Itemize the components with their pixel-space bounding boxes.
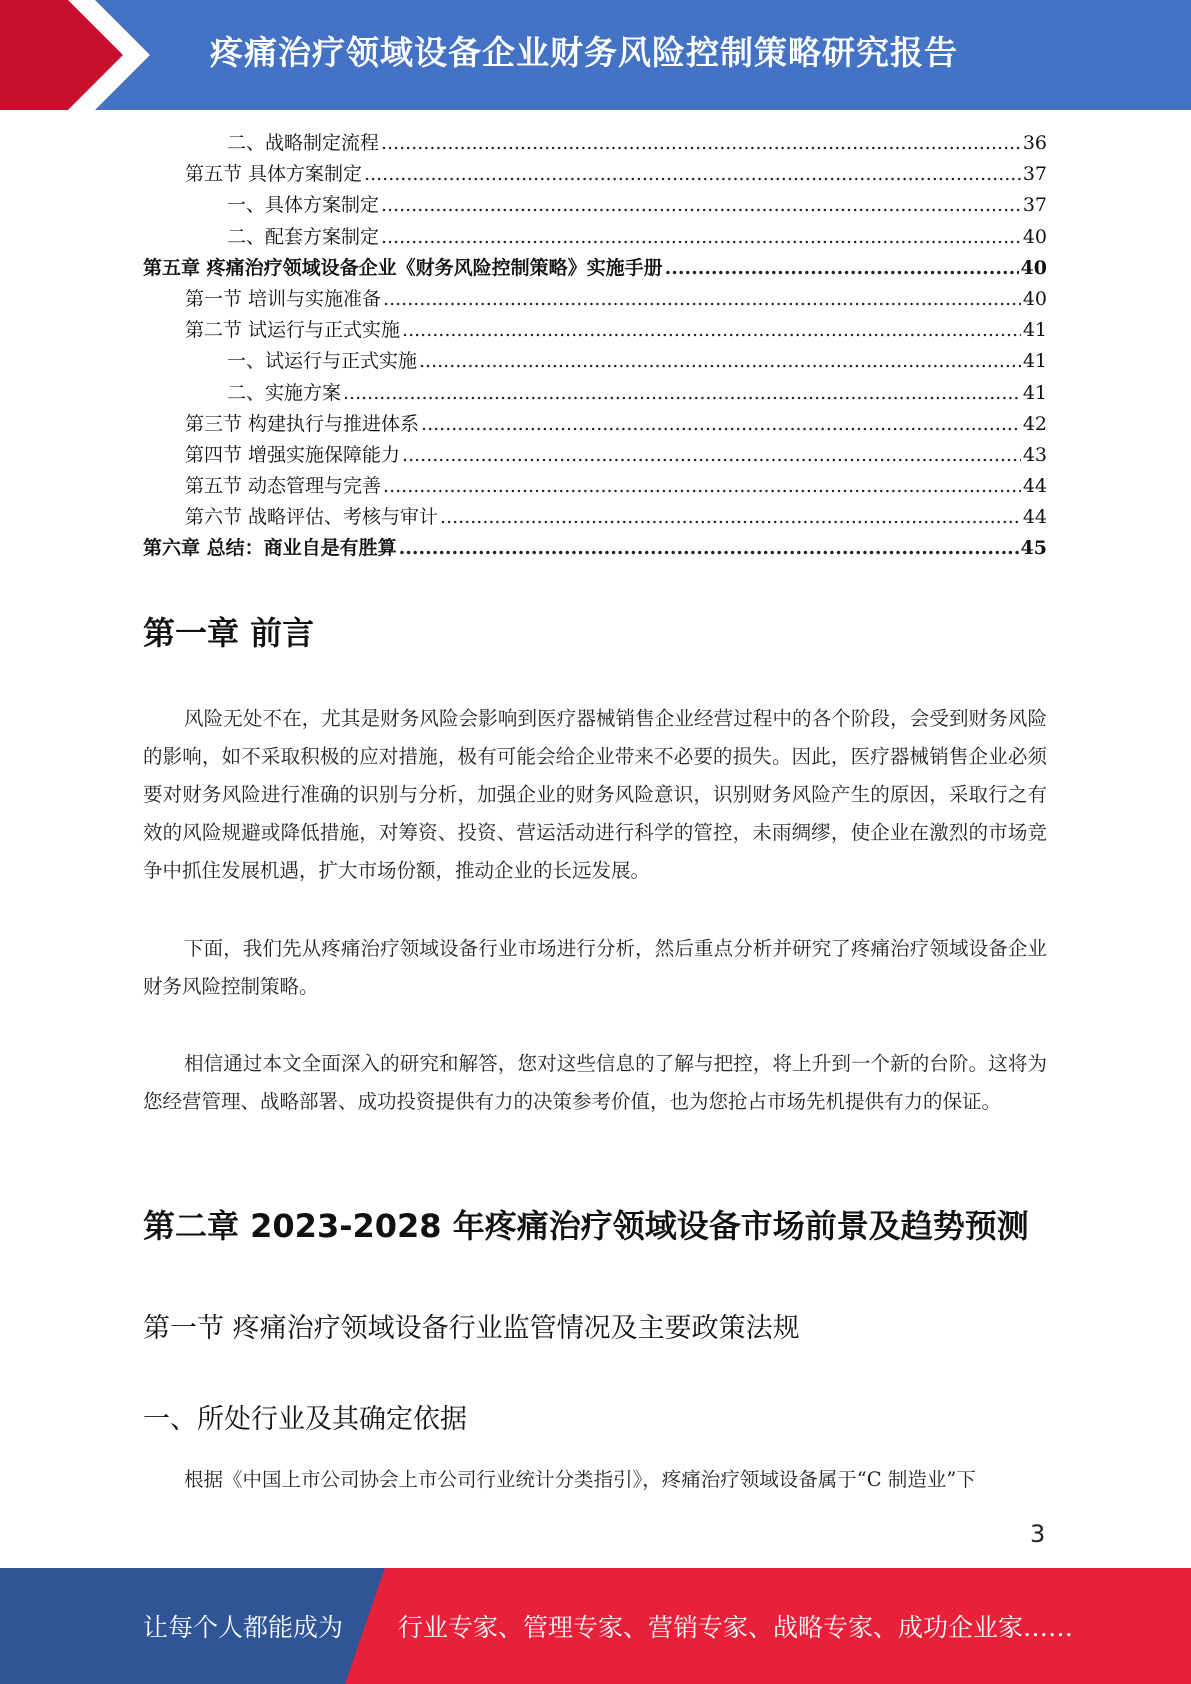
- toc-entry-page: 40: [1020, 256, 1047, 279]
- toc-entry[interactable]: [143, 471, 1047, 502]
- toc-leader-dots: [419, 346, 1021, 377]
- toc-entry-title: 第一节 培训与实施准备: [185, 287, 382, 310]
- toc-entry-title: 第二节 试运行与正式实施: [185, 319, 401, 342]
- chapter1-paragraph-2: 下面，我们先从疼痛治疗领域设备行业市场进行分析，然后重点分析并研究了疼痛治疗领域设备企业财务风险控制策略。: [143, 937, 1047, 998]
- section-heading: 第一节 疼痛治疗领域设备行业监管情况及主要政策法规: [143, 1313, 800, 1344]
- toc-entry-page: 42: [1022, 412, 1047, 435]
- toc-entry-title: 第六节 战略评估、考核与审计: [185, 506, 439, 529]
- toc-entry-title: 二、实施方案: [227, 381, 342, 404]
- toc-entry[interactable]: [143, 128, 1047, 159]
- chapter1-heading: 第一章 前言: [143, 614, 315, 652]
- toc-leader-dots: [402, 440, 1021, 471]
- footer-slogan-left: 让每个人都能成为: [143, 1613, 344, 1642]
- toc-entry-page: 43: [1022, 443, 1047, 466]
- toc-leader-dots: [421, 409, 1021, 440]
- chapter2-heading: 第二章 2023-2028 年疼痛治疗领域设备市场前景及趋势预测: [143, 1207, 1029, 1245]
- toc-entry-page: 44: [1022, 506, 1047, 529]
- toc-entry-page: 40: [1022, 287, 1047, 310]
- footer-slogan-right: 行业专家、管理专家、营销专家、战略专家、成功企业家……: [398, 1613, 1074, 1642]
- toc-entry[interactable]: [143, 253, 1047, 284]
- toc-entry-title: 第五节 具体方案制定: [185, 163, 363, 186]
- toc-leader-dots: [383, 284, 1021, 315]
- chapter1-paragraph-3: 相信通过本文全面深入的研究和解答，您对这些信息的了解与把控，将上升到一个新的台阶。这将为您经营管理、战略部署、成功投资提供有力的决策参考价值，也为您抢占市场先机提供有力的保证。: [143, 1052, 1047, 1113]
- toc-entry[interactable]: [143, 222, 1047, 253]
- toc-entry-title: 一、试运行与正式实施: [227, 350, 418, 373]
- toc-entry[interactable]: [143, 346, 1047, 377]
- toc-entry[interactable]: [143, 378, 1047, 409]
- toc-entry[interactable]: [143, 190, 1047, 221]
- toc-entry[interactable]: [143, 533, 1047, 564]
- toc-leader-dots: [381, 222, 1021, 253]
- toc-leader-dots: [364, 159, 1021, 190]
- chapter2-paragraph: 根据《中国上市公司协会上市公司行业统计分类指引》，疼痛治疗领域设备属于“C 制造业”下: [184, 1468, 976, 1491]
- toc-leader-dots: [383, 471, 1021, 502]
- table-of-contents: [143, 128, 1047, 565]
- toc-entry-page: 37: [1022, 163, 1047, 186]
- toc-entry-page: 41: [1022, 381, 1047, 404]
- toc-entry[interactable]: [143, 502, 1047, 533]
- chapter1-paragraph-1: 风险无处不在，尤其是财务风险会影响到医疗器械销售企业经营过程中的各个阶段，会受到财务风险的影响，如不采取积极的应对措施，极有可能会给企业带来不必要的损失。因此，医疗器械销售企业必须要对财务风险进行准确的识别与分析，加强企业的财务风险意识，识别财务风险产生的原因，采取行之有效的风险规避或降低措施，对筹资、投资、营运活动进行科学的管控，未雨绸缪，使企业在激烈的市场竞争中抓住发展机遇，扩大市场份额，推动企业的长远发展。: [143, 707, 1047, 882]
- toc-entry[interactable]: [143, 409, 1047, 440]
- toc-entry[interactable]: [143, 159, 1047, 190]
- toc-entry-page: 40: [1022, 225, 1047, 248]
- toc-entry-title: 二、配套方案制定: [227, 225, 380, 248]
- toc-entry-title: 第五节 动态管理与完善: [185, 475, 382, 498]
- toc-entry-title: 第六章 总结：商业自是有胜算: [143, 537, 397, 560]
- toc-entry-page: 41: [1022, 319, 1047, 342]
- toc-leader-dots: [665, 253, 1019, 284]
- toc-entry-page: 41: [1022, 350, 1047, 373]
- toc-entry[interactable]: [143, 440, 1047, 471]
- toc-leader-dots: [440, 502, 1021, 533]
- page-number: 3: [1030, 1520, 1046, 1548]
- page-footer: [0, 1568, 1191, 1684]
- report-title: 疼痛治疗领域设备企业财务风险控制策略研究报告: [210, 33, 958, 72]
- toc-leader-dots: [399, 533, 1019, 564]
- subsection-heading: 一、所处行业及其确定依据: [143, 1404, 467, 1435]
- page-header: [0, 0, 1191, 110]
- toc-entry-page: 37: [1022, 194, 1047, 217]
- toc-entry-page: 45: [1020, 537, 1047, 560]
- toc-entry[interactable]: [143, 315, 1047, 346]
- toc-entry-page: 44: [1022, 475, 1047, 498]
- toc-entry-title: 第四节 增强实施保障能力: [185, 443, 401, 466]
- toc-leader-dots: [343, 378, 1021, 409]
- toc-leader-dots: [381, 128, 1021, 159]
- toc-entry[interactable]: [143, 284, 1047, 315]
- toc-entry-title: 二、战略制定流程: [227, 132, 380, 154]
- toc-leader-dots: [402, 315, 1021, 346]
- toc-entry-title: 一、具体方案制定: [227, 194, 380, 217]
- toc-entry-title: 第三节 构建执行与推进体系: [185, 412, 420, 435]
- toc-leader-dots: [381, 190, 1021, 221]
- toc-entry-title: 第五章 疼痛治疗领域设备企业《财务风险控制策略》实施手册: [143, 256, 663, 279]
- toc-entry-page: 36: [1022, 132, 1047, 154]
